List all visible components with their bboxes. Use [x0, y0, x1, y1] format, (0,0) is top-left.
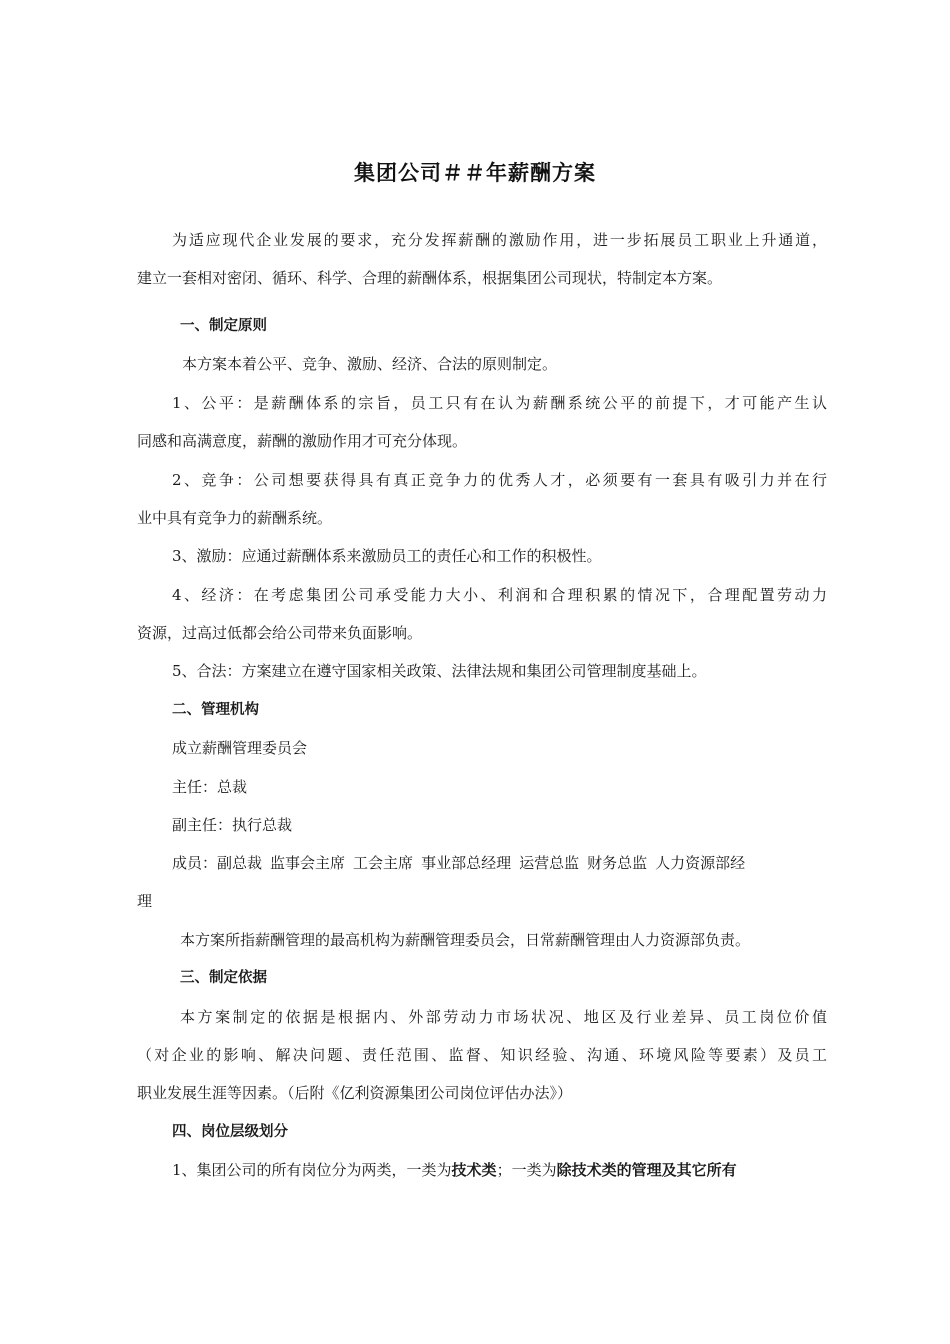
principle-economy-line: 资源，过高过低都会给公司带来负面影响。 [137, 624, 423, 642]
principle-economy-line: 4、经济：在考虑集团公司承受能力大小、利润和合理积累的情况下，合理配置劳动力 [172, 586, 827, 604]
section-heading-basis: 三、制定依据 [180, 970, 267, 986]
members-label: 成员： [172, 854, 218, 872]
category-management-other: 除技术类的管理及其它所有 [556, 1161, 737, 1179]
member-item: 工会主席 [353, 854, 414, 872]
member-item: 事业部总经理 [421, 854, 512, 872]
intro-paragraph-line: 建立一套相对密闭、循环、科学、合理的薪酬体系，根据集团公司现状，特制定本方案。 [137, 269, 723, 287]
levels-item1-line [172, 1160, 827, 1180]
principles-lead: 本方案本着公平、竞争、激励、经济、合法的原则制定。 [182, 355, 558, 373]
member-item: 运营总监 [519, 854, 580, 872]
vice-director-line: 副主任：执行总裁 [172, 816, 293, 834]
basis-paragraph-line: 本方案制定的依据是根据内、外部劳动力市场状况、地区及行业差异、员工岗位价值 [180, 1008, 827, 1026]
management-note: 本方案所指薪酬管理的最高机构为薪酬管理委员会，日常薪酬管理由人力资源部负责。 [180, 931, 751, 949]
basis-paragraph-line: （对企业的影响、解决问题、责任范围、监督、知识经验、沟通、环境风险等要素）及员工 [137, 1046, 827, 1064]
section-heading-principles: 一、制定原则 [180, 318, 267, 334]
basis-paragraph-line: 职业发展生涯等因素。（后附《亿利资源集团公司岗位评估办法》） [137, 1084, 573, 1102]
members-wrap-line: 理 [137, 892, 153, 910]
document-title: 集团公司＃＃年薪酬方案 [354, 161, 596, 185]
section-heading-levels: 四、岗位层级划分 [172, 1124, 288, 1140]
levels-item1-text: 1、集团公司的所有岗位分为两类，一类为 [172, 1161, 452, 1179]
committee-line: 成立薪酬管理委员会 [172, 739, 308, 757]
principle-fairness-line: 同感和高满意度，薪酬的激励作用才可充分体现。 [137, 432, 468, 450]
principle-legality: 5、合法：方案建立在遵守国家相关政策、法律法规和集团公司管理制度基础上。 [172, 662, 707, 680]
director-line: 主任：总裁 [172, 778, 248, 796]
category-technical: 技术类 [451, 1161, 497, 1179]
principle-competition-line: 业中具有竞争力的薪酬系统。 [137, 509, 333, 527]
principle-incentive: 3、激励：应通过薪酬体系来激励员工的责任心和工作的积极性。 [172, 547, 602, 565]
principle-competition-line: 2、竞争：公司想要获得具有真正竞争力的优秀人才，必须要有一套具有吸引力并在行 [172, 471, 827, 489]
intro-paragraph-line: 为适应现代企业发展的要求，充分发挥薪酬的激励作用，进一步拓展员工职业上升通道， [172, 231, 827, 249]
members-line [172, 853, 827, 873]
member-item: 副总裁 [217, 854, 263, 872]
member-item: 财务总监 [587, 854, 648, 872]
member-item: 人力资源部经 [655, 854, 746, 872]
member-item: 监事会主席 [270, 854, 346, 872]
section-heading-management: 二、管理机构 [172, 702, 259, 718]
levels-item1-text: ；一类为 [496, 1161, 557, 1179]
principle-fairness-line: 1、公平：是薪酬体系的宗旨，员工只有在认为薪酬系统公平的前提下，才可能产生认 [172, 394, 827, 412]
